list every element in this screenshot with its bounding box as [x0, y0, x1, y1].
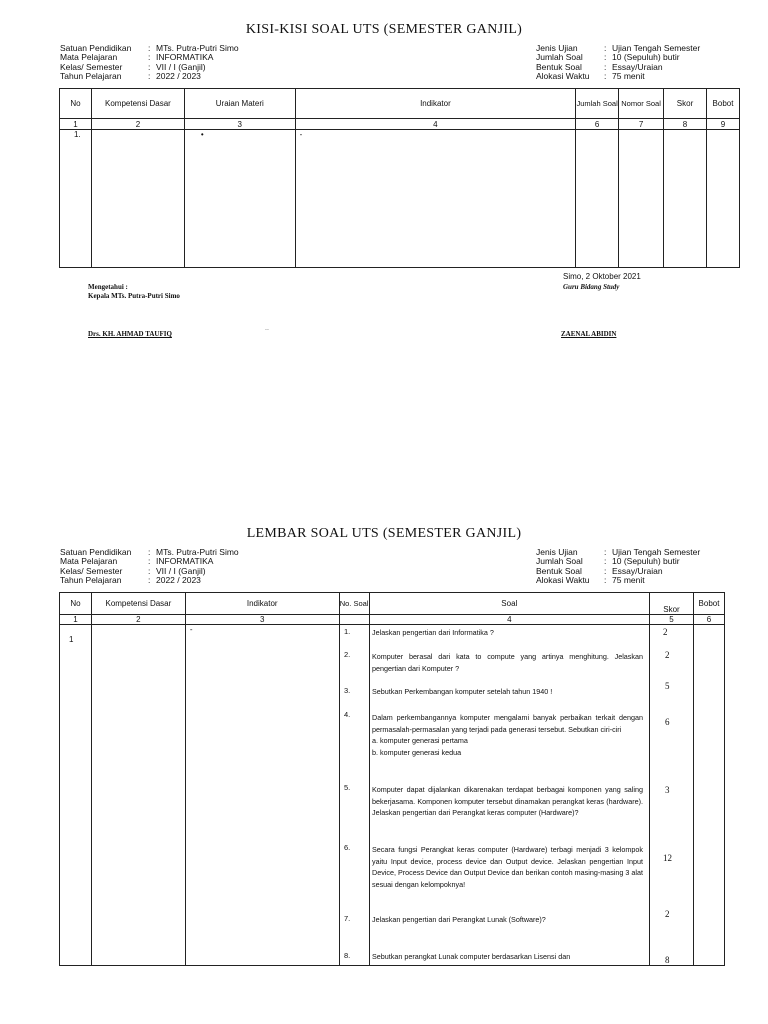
cell-nomor-soal — [619, 130, 664, 268]
meta-label: Bentuk Soal — [536, 61, 582, 72]
header-uraian-materi: Uraian Materi — [184, 89, 295, 119]
column-number: 9 — [706, 119, 739, 130]
column-number — [339, 615, 369, 625]
meta-value: 75 menit — [612, 574, 645, 585]
column-number: 8 — [664, 119, 707, 130]
signature-name-left: Drs. KH. AHMAD TAUFIQ — [88, 330, 172, 338]
signature-kepala: Kepala MTs. Putra-Putri Simo — [88, 292, 180, 300]
meta-label: Alokasi Waktu — [536, 574, 590, 585]
meta-label: Satuan Pendidikan — [60, 43, 132, 53]
header-bobot: Bobot — [693, 593, 724, 615]
signature-name-right: ZAENAL ABIDIN — [561, 330, 617, 338]
question-score: 6 — [665, 717, 670, 727]
header-no: No — [60, 593, 92, 615]
question-text: Jelaskan pengertian dari Perangkat Lunak (Software)? — [372, 915, 546, 924]
meta-value: INFORMATIKA — [156, 52, 214, 63]
header-no: No — [60, 89, 92, 119]
question-number: 5. — [344, 783, 351, 792]
kisi-number-row — [60, 119, 740, 130]
meta-value: 2022 / 2023 — [156, 574, 201, 585]
meta-label: Satuan Pendidikan — [60, 547, 132, 557]
signature-mid-mark: .. — [265, 325, 269, 332]
kisi-data-row — [60, 130, 740, 268]
lembar-header-row — [60, 593, 725, 615]
question-score: 2 — [663, 627, 668, 637]
meta-label: Kelas/ Semester — [60, 61, 123, 72]
kisi-table — [59, 88, 740, 268]
meta-label: Tahun Pelajaran — [60, 574, 122, 585]
column-number: 6 — [576, 119, 619, 130]
signature-role-right: Guru Bidang Study — [563, 283, 620, 291]
meta-label: Mata Pelajaran — [60, 52, 118, 63]
header-nomor-soal: Nomor Soal — [619, 89, 664, 119]
header-soal: Soal — [369, 593, 649, 615]
meta-label: Jumlah Soal — [536, 556, 583, 567]
column-number: 7 — [619, 119, 664, 130]
lembar-number-row — [60, 615, 725, 625]
column-number: 1 — [60, 119, 92, 130]
meta-label: Jenis Ujian — [536, 43, 578, 53]
question-number: 4. — [344, 710, 351, 719]
question-text: Sebutkan Perkembangan komputer setelah tahun 1940 ! — [372, 687, 553, 696]
questions-layer — [343, 627, 753, 967]
row-no: 1 — [60, 625, 92, 966]
meta-value: 75 menit — [612, 70, 645, 81]
question-text: Komputer dapat dijalankan dikarenakan terdapat berbagai komponen yang saling bekerjasama. Komponen komputer tersebut dinamakan perangkat keras (hardware). Jelaskan pengertian dari Perangkat keras computer (Hardware)? — [372, 785, 643, 817]
meta-value: 10 (Sepuluh) butir — [612, 556, 680, 567]
meta-value: VII / I (Ganjil) — [156, 565, 206, 576]
cell-kompetensi-dasar — [91, 130, 184, 268]
header-kompetensi-dasar: Kompetensi Dasar — [91, 593, 185, 615]
meta-label: Bentuk Soal — [536, 565, 582, 576]
meta-value: MTs. Putra-Putri Simo — [156, 43, 239, 53]
meta-value: 2022 / 2023 — [156, 70, 201, 81]
header-no-soal: No. Soal — [339, 593, 369, 615]
column-number: 1 — [60, 615, 92, 625]
cell-bobot — [706, 130, 739, 268]
lembar-meta-left: Satuan Pendidikan : MTs. Putra-Putri Simo Mata Pelajaran : INFORMATIKA Kelas/ Semester : VII / I (Ganjil) Tahun Pelajaran : 2022 / 2023 — [60, 547, 239, 585]
column-number: 3 — [184, 119, 295, 130]
meta-value: MTs. Putra-Putri Simo — [156, 547, 239, 557]
question-number: 7. — [344, 914, 351, 923]
lembar-meta-right: Jenis Ujian : Ujian Tengah Semester Jumlah Soal : 10 (Sepuluh) butir Bentuk Soal : Essay/Uraian Alokasi Waktu : 75 menit — [536, 547, 701, 585]
signature-place-date: Simo, 2 Oktober 2021 — [563, 272, 641, 281]
header-bobot: Bobot — [706, 89, 739, 119]
meta-label: Tahun Pelajaran — [60, 70, 122, 81]
row-no: 1. — [60, 130, 92, 268]
kisi-meta-left: Satuan Pendidikan : MTs. Putra-Putri Simo Mata Pelajaran : INFORMATIKA Kelas/ Semester : VII / I (Ganjil) Tahun Pelajaran : 2022 / 2023 — [60, 43, 239, 81]
header-skor: Skor — [650, 593, 694, 615]
question-score: 2 — [665, 650, 670, 660]
kisi-title: KISI-KISI SOAL UTS (SEMESTER GANJIL) — [245, 22, 523, 37]
question-score: 3 — [665, 785, 670, 795]
column-number: 2 — [91, 615, 185, 625]
header-kompetensi-dasar: Kompetensi Dasar — [91, 89, 184, 119]
meta-value: Ujian Tengah Semester — [612, 547, 701, 557]
meta-label: Jumlah Soal — [536, 52, 583, 63]
cell-uraian-materi: • — [184, 130, 295, 268]
question-text: Jelaskan pengertian dari Informatika ? — [372, 628, 494, 637]
header-indikator: Indikator — [185, 593, 339, 615]
cell-skor — [664, 130, 707, 268]
lembar-title: LEMBAR SOAL UTS (SEMESTER GANJIL) — [246, 526, 522, 541]
cell-jumlah-soal — [576, 130, 619, 268]
question-text: Sebutkan perangkat Lunak computer berdasarkan Lisensi dan — [372, 952, 571, 961]
question-text: Dalam perkembangannya komputer mengalami banyak perbaikan terkait dengan permasalah-permasalan yang terjadi pada generasi tersebut. Sebutkan ciri-ciri a. komputer generasi pertama b. komputer generasi kedua — [372, 713, 643, 757]
question-score: 2 — [665, 909, 670, 919]
header-indikator: Indikator — [295, 89, 575, 119]
column-number: 4 — [295, 119, 575, 130]
question-number: 6. — [344, 843, 351, 852]
column-number: 2 — [91, 119, 184, 130]
question-score: 12 — [663, 853, 672, 863]
meta-label: Alokasi Waktu — [536, 70, 590, 81]
cell-indikator: - — [185, 625, 339, 966]
column-number: 4 — [369, 615, 649, 625]
meta-value: Essay/Uraian — [612, 565, 663, 576]
question-number: 8. — [344, 951, 351, 960]
meta-label: Mata Pelajaran — [60, 556, 118, 567]
signature-mengetahui: Mengetahui : — [88, 283, 128, 291]
kisi-header-row — [60, 89, 740, 119]
header-jumlah-soal: Jumlah Soal — [576, 89, 619, 119]
question-text: Secara fungsi Perangkat keras computer (Hardware) terbagi menjadi 3 kelompok yaitu Input device, process device dan Output device. Jelaskan pengertian Input Device, Process Device dan Output Device dan berikan contoh masing-masing 3 alat sesuai dengan kelompoknya! — [372, 845, 643, 889]
kisi-meta-right: Jenis Ujian : Ujian Tengah Semester Jumlah Soal : 10 (Sepuluh) butir Bentuk Soal : Essay/Uraian Alokasi Waktu : 75 menit — [536, 43, 701, 81]
column-number: 3 — [185, 615, 339, 625]
meta-value: VII / I (Ganjil) — [156, 61, 206, 72]
cell-kompetensi-dasar — [91, 625, 185, 966]
header-skor: Skor — [664, 89, 707, 119]
meta-value: Essay/Uraian — [612, 61, 663, 72]
question-number: 2. — [344, 650, 351, 659]
meta-value: INFORMATIKA — [156, 556, 214, 567]
meta-label: Kelas/ Semester — [60, 565, 123, 576]
cell-indikator: - — [295, 130, 575, 268]
meta-label: Jenis Ujian — [536, 547, 578, 557]
column-number: 5 — [650, 615, 694, 625]
question-number: 3. — [344, 686, 351, 695]
column-number: 6 — [693, 615, 724, 625]
question-text: Komputer berasal dari kata to compute yang artinya menghitung. Jelaskan pengertian dari Komputer ? — [372, 652, 643, 673]
question-number: 1. — [344, 627, 351, 636]
question-score: 5 — [665, 681, 670, 691]
meta-value: 10 (Sepuluh) butir — [612, 52, 680, 63]
question-score: 8 — [665, 955, 670, 965]
meta-value: Ujian Tengah Semester — [612, 43, 701, 53]
